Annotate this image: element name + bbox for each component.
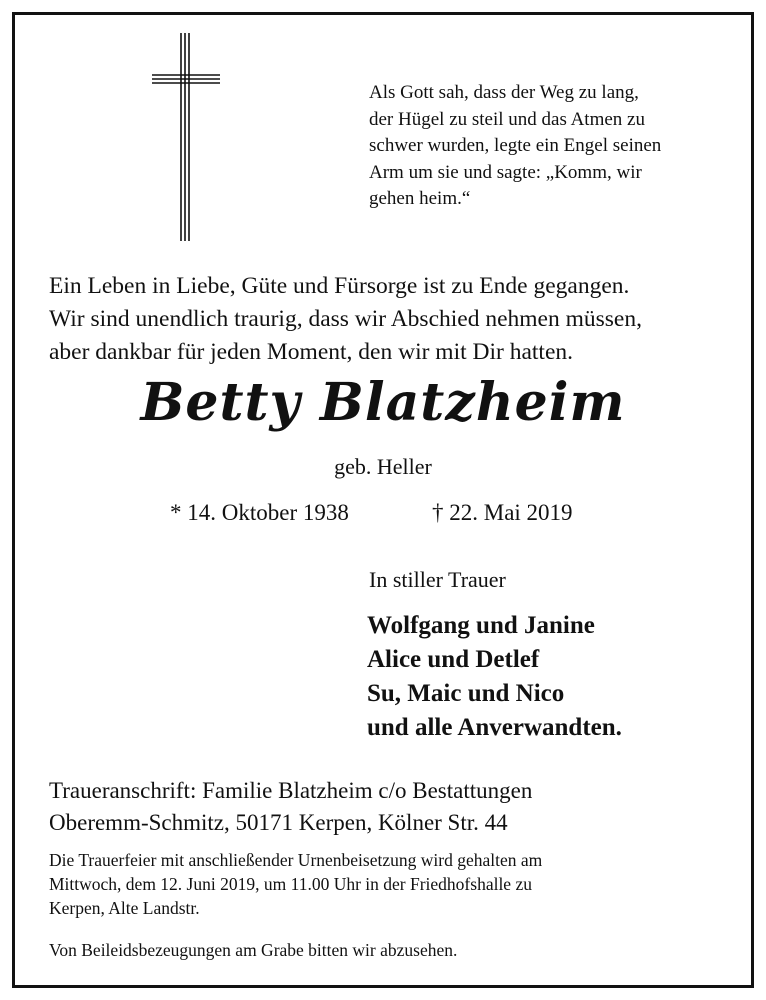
poem-line: schwer wurden, legte ein Engel seinen (369, 135, 662, 156)
family-list (367, 609, 622, 745)
condolence-note: Von Beileidsbezeugungen am Grabe bitten wir abzusehen. (49, 940, 458, 960)
poem-line: der Hügel zu steil und das Atmen zu (369, 108, 645, 130)
intro-line: aber dankbar für jeden Moment, den wir mit Dir hatten. (49, 339, 574, 365)
service-line: Die Trauerfeier mit anschließender Urnenbeisetzung wird gehalten am (49, 850, 543, 870)
maiden-name: geb. Heller (334, 454, 432, 479)
family-line: und alle Anverwandten. (367, 714, 622, 741)
family-line: Su, Maic und Nico (367, 680, 565, 707)
cross-icon (152, 33, 220, 243)
service-line: Kerpen, Alte Landstr. (49, 898, 200, 918)
service-line: Mittwoch, dem 12. Juni 2019, um 11.00 Uhr in der Friedhofshalle zu (49, 874, 532, 894)
funeral-service-info (49, 848, 719, 920)
death-date: † 22. Mai 2019 (432, 500, 573, 525)
address-line: Traueranschrift: Familie Blatzheim c/o Bestattungen (49, 778, 533, 803)
birth-date: * 14. Oktober 1938 (170, 500, 349, 525)
mourning-address (49, 775, 532, 839)
family-line: Wolfgang und Janine (367, 612, 595, 639)
poem-line: gehen heim.“ (369, 188, 471, 209)
intro-text (49, 270, 749, 369)
family-line: Alice und Detlef (367, 646, 540, 673)
mourning-label: In stiller Trauer (369, 567, 506, 592)
intro-line: Wir sind unendlich traurig, dass wir Abschied nehmen müssen, (49, 306, 642, 332)
deceased-name: Betty Blatzheim (140, 372, 626, 433)
address-line: Oberemm-Schmitz, 50171 Kerpen, Kölner Str. 44 (49, 810, 508, 835)
poem-line: Arm um sie und sagte: „Komm, wir (369, 161, 642, 183)
intro-line: Ein Leben in Liebe, Güte und Fürsorge ist zu Ende gegangen. (49, 273, 630, 299)
poem-line: Als Gott sah, dass der Weg zu lang, (369, 82, 639, 103)
poem (369, 80, 729, 213)
